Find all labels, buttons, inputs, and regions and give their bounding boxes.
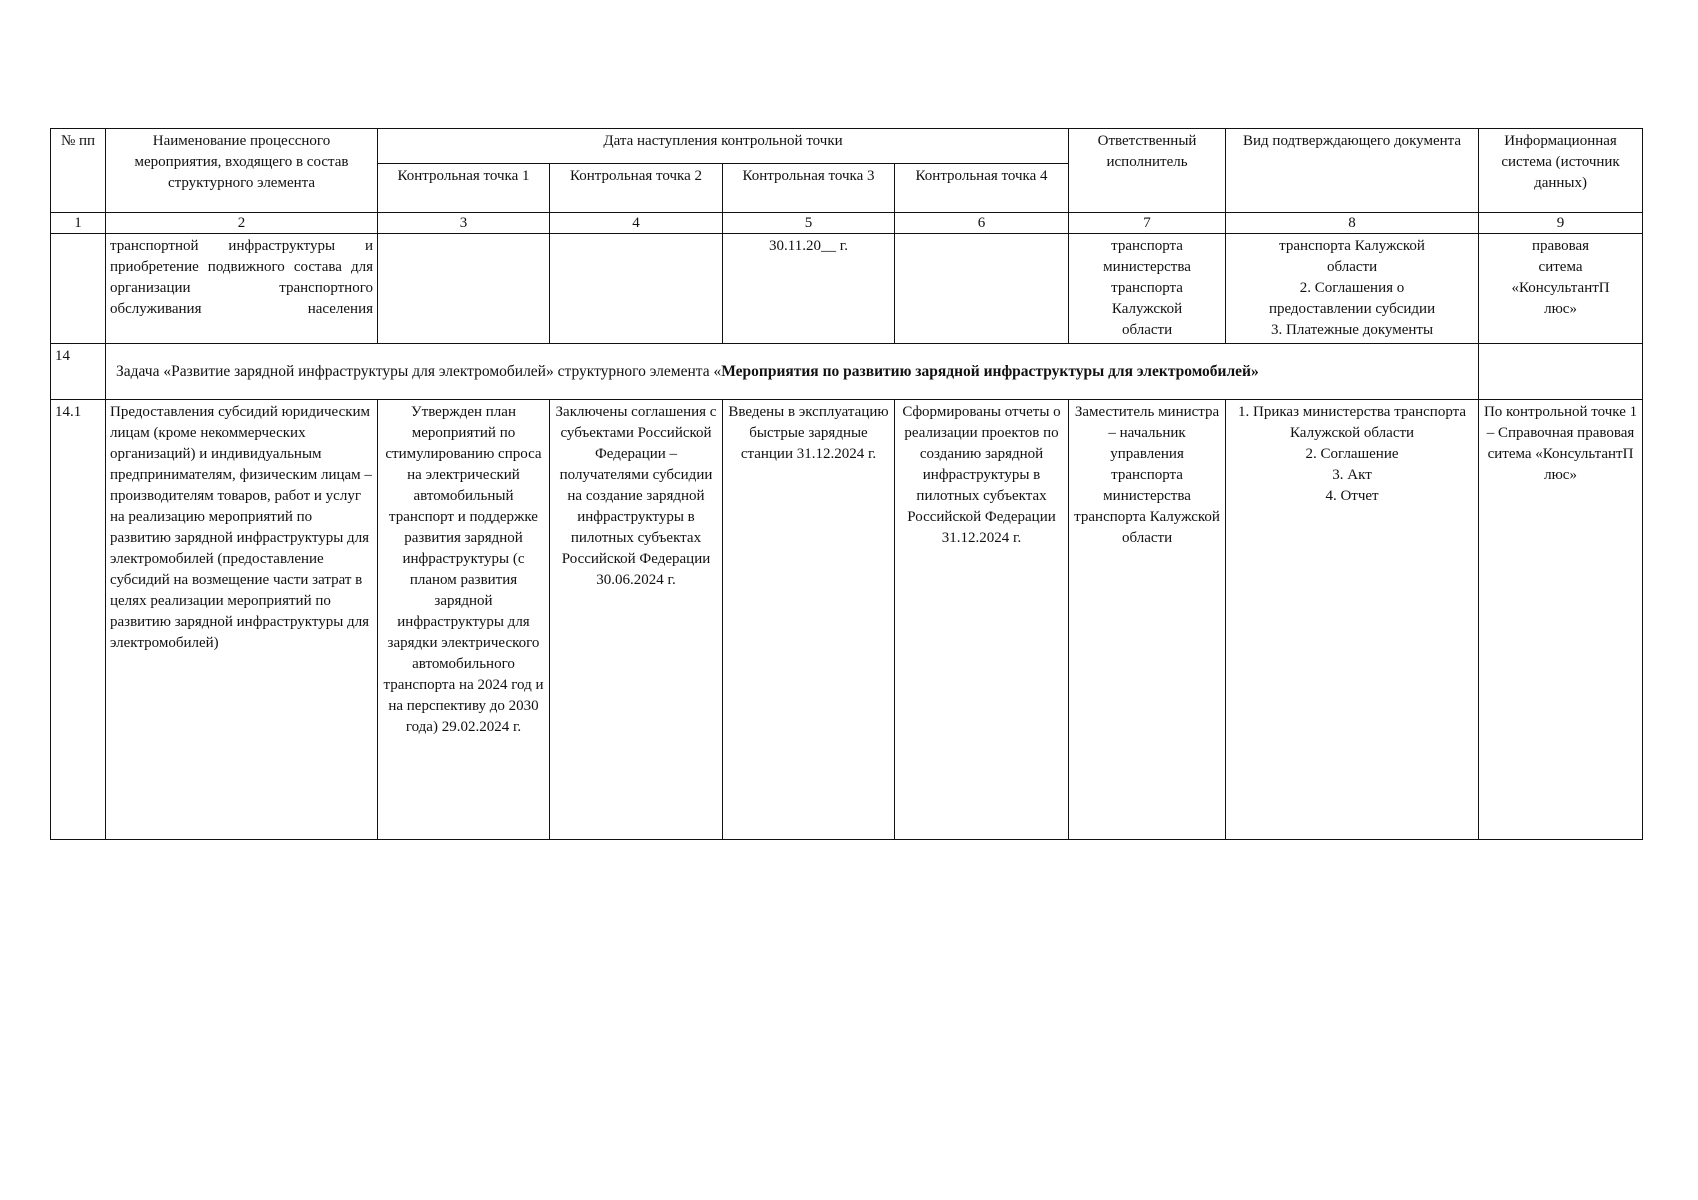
column-number: 2 <box>106 213 378 234</box>
row-executor: Заместитель министра – начальник управления транспорта министерства транспорта Калужской области <box>1069 400 1226 840</box>
header-executor: Ответственный исполнитель <box>1069 129 1226 213</box>
table-row-14-1 <box>51 400 1643 840</box>
document-sheet <box>50 128 1642 840</box>
task-text-bold: Мероприятия по развитию зарядной инфраструктуры для электромобилей» <box>721 363 1259 380</box>
row-name: Предоставления субсидий юридическим лицам (кроме некоммерческих организаций) и индивидуальным предпринимателям, физическим лицам – производителям товаров, работ и услуг на реализацию мероприятий по развитию зарядной инфраструктуры для электромобилей (предоставление субсидий на возмещение части затрат в целях реализации мероприятий по развитию зарядной инфраструктуры для электромобилей) <box>106 400 378 840</box>
header-num: № пп <box>51 129 106 213</box>
row-kt3: 30.11.20__ г. <box>723 234 895 344</box>
column-numbers-row <box>51 213 1643 234</box>
column-number: 8 <box>1226 213 1479 234</box>
column-number: 5 <box>723 213 895 234</box>
column-number: 4 <box>550 213 723 234</box>
row-system: правовая ситема «КонсультантП люс» <box>1479 234 1643 344</box>
row-executor: транспорта министерства транспорта Калужской области <box>1069 234 1226 344</box>
header-document: Вид подтверждающего документа <box>1226 129 1479 213</box>
table-row-task <box>51 344 1643 400</box>
header-system: Информационная система (источник данных) <box>1479 129 1643 213</box>
row-kt2 <box>550 234 723 344</box>
row-document: 1. Приказ министерства транспорта Калужской области 2. Соглашение 3. Акт 4. Отчет <box>1226 400 1479 840</box>
header-date-group: Дата наступления контрольной точки <box>378 129 1069 164</box>
header-kt2: Контрольная точка 2 <box>550 164 723 213</box>
table-row-continuation <box>51 234 1643 344</box>
row-system: По контрольной точке 1 – Справочная правовая ситема «КонсультантП люс» <box>1479 400 1643 840</box>
task-text-prefix: Задача «Развитие зарядной инфраструктуры для электромобилей» структурного элемента « <box>116 363 722 380</box>
header-kt1: Контрольная точка 1 <box>378 164 550 213</box>
row-name: транспортной инфраструктуры и приобретение подвижного состава для организации транспортного обслуживания населения <box>106 234 378 344</box>
header-name: Наименование процессного мероприятия, входящего в состав структурного элемента <box>106 129 378 213</box>
row-num: 14.1 <box>51 400 106 840</box>
task-empty-cell <box>1479 344 1643 400</box>
row-kt1: Утвержден план мероприятий по стимулированию спроса на электрический автомобильный транспорт и поддержке развития зарядной инфраструктуры (с планом развития зарядной инфраструктуры для зарядки электрического автомобильного транспорта на 2024 год и на перспективу до 2030 года) 29.02.2024 г. <box>378 400 550 840</box>
column-number: 3 <box>378 213 550 234</box>
task-num: 14 <box>51 344 106 400</box>
header-kt4: Контрольная точка 4 <box>895 164 1069 213</box>
column-number: 9 <box>1479 213 1643 234</box>
header-kt3: Контрольная точка 3 <box>723 164 895 213</box>
column-number: 6 <box>895 213 1069 234</box>
row-num <box>51 234 106 344</box>
row-kt3: Введены в эксплуатацию быстрые зарядные станции 31.12.2024 г. <box>723 400 895 840</box>
column-number: 1 <box>51 213 106 234</box>
row-kt2: Заключены соглашения с субъектами Российской Федерации – получателями субсидии на создание зарядной инфраструктуры в пилотных субъектах Российской Федерации 30.06.2024 г. <box>550 400 723 840</box>
row-kt1 <box>378 234 550 344</box>
task-text <box>106 344 1479 400</box>
control-points-table <box>50 128 1643 840</box>
column-number: 7 <box>1069 213 1226 234</box>
row-document: транспорта Калужской области 2. Соглашения о предоставлении субсидии 3. Платежные документы <box>1226 234 1479 344</box>
row-kt4: Сформированы отчеты о реализации проектов по созданию зарядной инфраструктуры в пилотных субъектах Российской Федерации 31.12.2024 г. <box>895 400 1069 840</box>
row-kt4 <box>895 234 1069 344</box>
header-row-1 <box>51 129 1643 164</box>
